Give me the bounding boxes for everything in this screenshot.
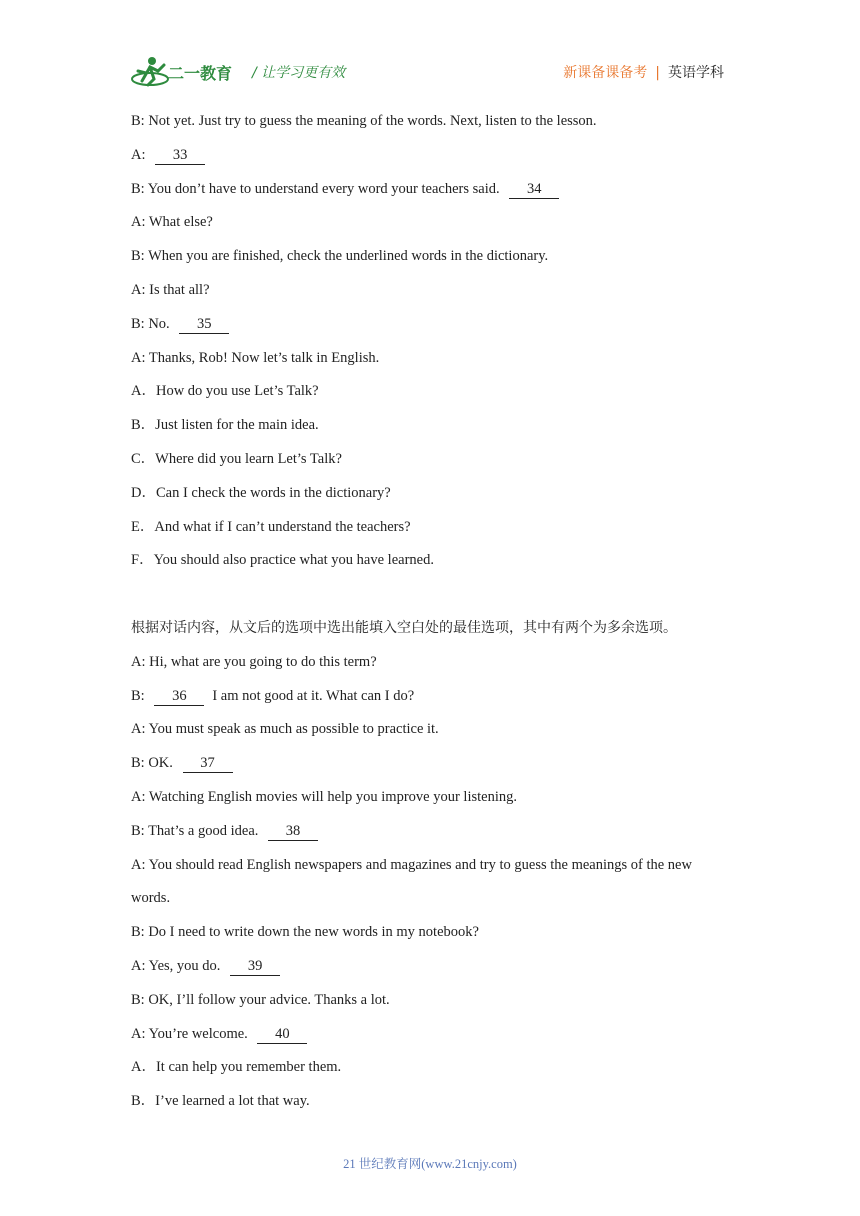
dialogue-line	[131, 142, 731, 176]
page-header	[0, 0, 860, 100]
dialogue-line	[131, 1088, 731, 1122]
line-text: B: Not yet. Just try to guess the meaning of the words. Next, listen to the lesson.	[131, 113, 597, 129]
line-text: B: When you are finished, check the underlined words in the dictionary.	[131, 248, 549, 265]
dialogue-line	[131, 683, 731, 717]
dialogue-line	[131, 480, 731, 514]
dialogue-line	[131, 716, 731, 750]
dialogue-line	[131, 885, 731, 919]
dialogue-line	[131, 446, 731, 480]
dialogue-line	[131, 345, 731, 379]
line-text: A: Yes, you do.	[131, 957, 221, 974]
header-slogan: / 让学习更有效	[252, 65, 346, 81]
line-text: A: Is that all?	[131, 281, 210, 298]
answer-blank: 37	[183, 755, 233, 773]
section-instruction: 根据对话内容，从文后的选项中选出能填入空白处的最佳选项，其中有两个为多余选项。	[131, 619, 677, 636]
line-text: A: You’re welcome.	[131, 1025, 248, 1042]
line-text: B:	[131, 687, 145, 704]
line-text: F．You should also practice what you have learned.	[131, 552, 434, 569]
line-text: D．Can I check the words in the dictionary?	[131, 484, 391, 501]
line-text: A: Hi, what are you going to do this term?	[131, 653, 377, 670]
dialogue-line	[131, 750, 731, 784]
dialogue-line	[131, 818, 731, 852]
line-text: C．Where did you learn Let’s Talk?	[131, 450, 342, 467]
dialogue-line	[131, 547, 731, 581]
dialogue-line	[131, 277, 731, 311]
dialogue-section-1	[131, 108, 731, 581]
dialogue-line	[131, 649, 731, 683]
header-separator: |	[655, 65, 660, 81]
dialogue-line	[131, 987, 731, 1021]
line-text: A: Watching English movies will help you improve your listening.	[131, 788, 517, 805]
header-category: 新课备课备考	[563, 65, 648, 81]
dialogue-line	[131, 311, 731, 345]
line-text: A: You must speak as much as possible to practice it.	[131, 721, 439, 738]
line-text-after: I am not good at it. What can I do?	[212, 687, 415, 704]
line-text: B: You don’t have to understand every word your teachers said.	[131, 180, 500, 197]
dialogue-line	[131, 784, 731, 818]
dialogue-line	[131, 1021, 731, 1055]
line-text: B: Do I need to write down the new words in my notebook?	[131, 924, 479, 941]
line-text: A: What else?	[131, 214, 213, 231]
answer-blank: 33	[155, 147, 205, 165]
line-text: A: Thanks, Rob! Now let’s talk in English.	[131, 349, 380, 366]
dialogue-line	[131, 514, 731, 548]
dialogue-line	[131, 176, 731, 210]
line-text: B: That’s a good idea.	[131, 822, 259, 839]
line-text: B．I’ve learned a lot that way.	[131, 1093, 310, 1110]
page-footer: 21 世纪教育网(www.21cnjy.com)	[343, 1157, 517, 1171]
section-gap	[131, 581, 731, 615]
line-text: A．It can help you remember them.	[131, 1059, 342, 1076]
answer-blank: 35	[179, 316, 229, 334]
line-text: A: You should read English newspapers and magazines and try to guess the meanings of the new	[131, 856, 692, 873]
line-text: words.	[131, 890, 171, 907]
header-subject: 英语学科	[668, 65, 724, 81]
dialogue-line	[131, 378, 731, 412]
line-text: B．Just listen for the main idea.	[131, 417, 319, 434]
dialogue-line	[131, 209, 731, 243]
dialogue-line	[131, 412, 731, 446]
logo-icon	[130, 55, 240, 89]
answer-blank: 40	[257, 1026, 307, 1044]
line-text: A．How do you use Let’s Talk?	[131, 383, 319, 400]
answer-blank: 34	[509, 181, 559, 199]
line-text: B: No.	[131, 315, 170, 332]
line-text: A:	[131, 146, 146, 163]
dialogue-line	[131, 1054, 731, 1088]
svg-text:二一教育: 二一教育	[168, 64, 233, 83]
dialogue-section-2	[131, 649, 731, 1122]
line-text: B: OK, I’ll follow your advice. Thanks a lot.	[131, 991, 390, 1008]
answer-blank: 38	[268, 823, 318, 841]
answer-blank: 36	[154, 688, 204, 706]
dialogue-line	[131, 243, 731, 277]
dialogue-line	[131, 852, 731, 886]
document-body	[131, 108, 731, 1122]
answer-blank: 39	[230, 958, 280, 976]
line-text: E．And what if I can’t understand the teachers?	[131, 518, 411, 535]
dialogue-line	[131, 108, 731, 142]
line-text: B: OK.	[131, 755, 173, 772]
dialogue-line	[131, 919, 731, 953]
dialogue-line	[131, 953, 731, 987]
header-right	[563, 62, 724, 82]
